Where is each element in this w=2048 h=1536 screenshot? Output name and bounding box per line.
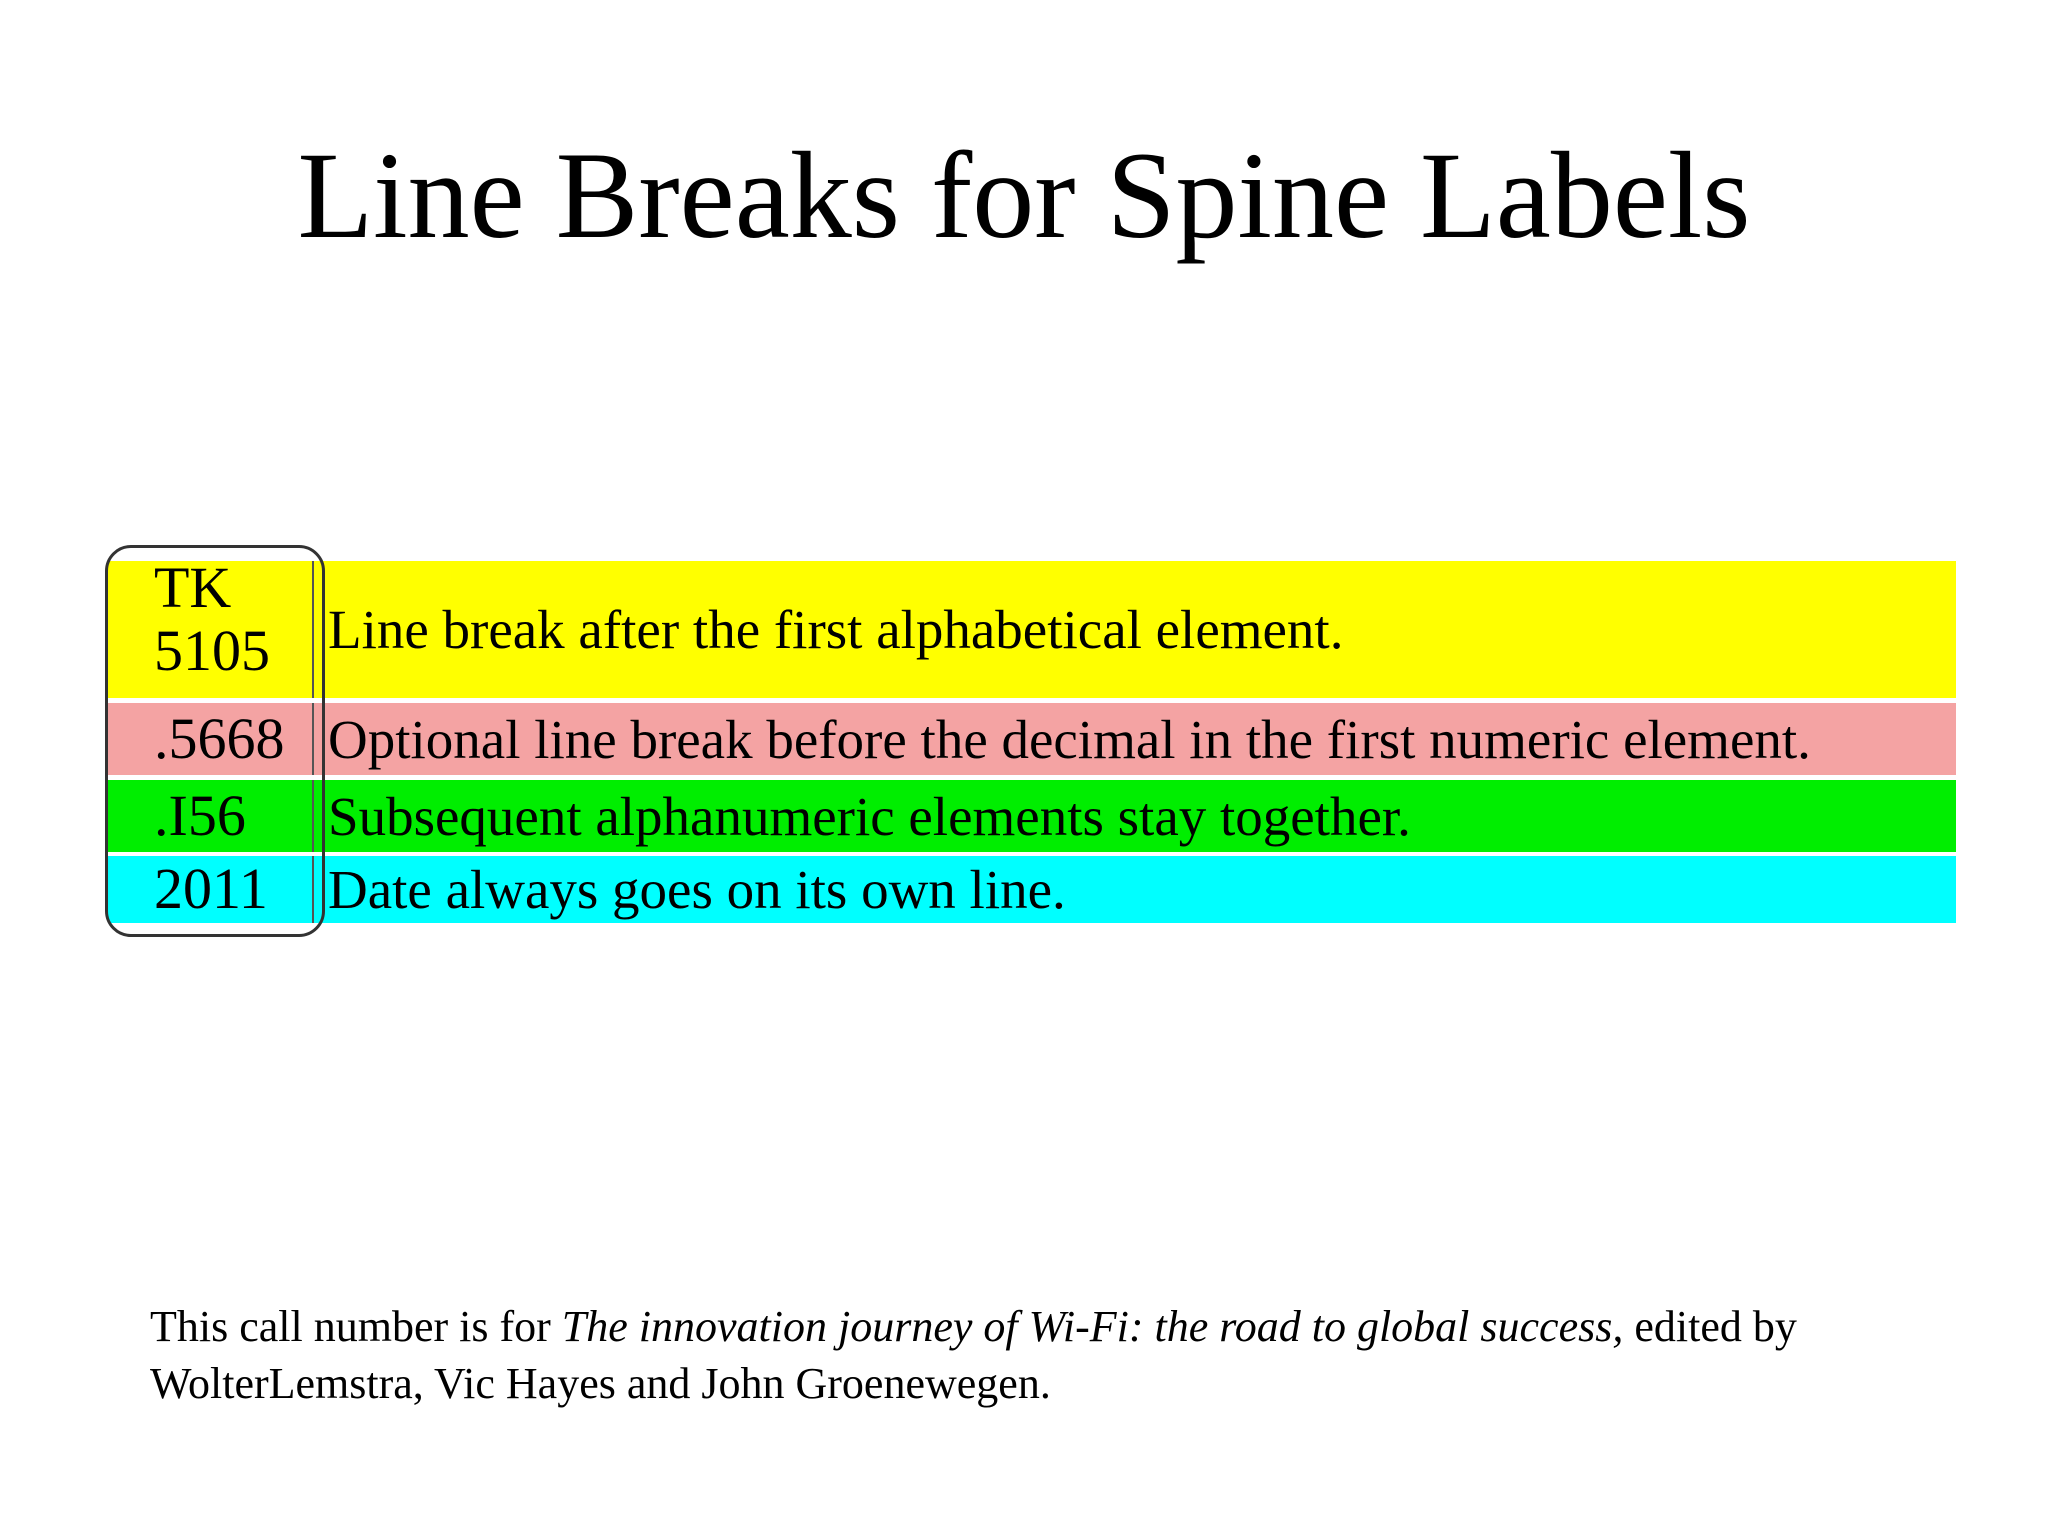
footnote-prefix: This call number is for — [150, 1302, 562, 1351]
footnote — [150, 1298, 1930, 1412]
rule-text: Optional line break before the decimal in the first numeric element. — [328, 708, 1811, 770]
row-decimal — [108, 703, 1956, 775]
call-number-cell — [108, 780, 314, 852]
footnote-suffix: edited by WolterLemstra, Vic Hayes and John Groenewegen. — [150, 1302, 1797, 1408]
rule-text: Line break after the first alphabetical element. — [328, 599, 1344, 660]
call-number-cell — [108, 856, 314, 923]
call-number-line: TK — [154, 555, 232, 620]
call-number-line: .5668 — [154, 705, 285, 771]
row-date — [108, 856, 1956, 923]
rule-text: Date always goes on its own line. — [328, 859, 1066, 920]
call-number-line: 5105 — [154, 617, 270, 683]
rule-text: Subsequent alphanumeric elements stay together. — [328, 785, 1411, 847]
call-number-line: 2011 — [154, 856, 268, 922]
slide-title: Line Breaks for Spine Labels — [297, 127, 1751, 264]
row-alphanumeric — [108, 780, 1956, 852]
call-number-cell — [108, 555, 314, 698]
call-number-cell — [108, 703, 314, 775]
row-alphabetical — [108, 555, 1956, 698]
book-title: The innovation journey of Wi-Fi: the road to global success, — [561, 1302, 1624, 1351]
call-number-line: .I56 — [154, 782, 246, 848]
